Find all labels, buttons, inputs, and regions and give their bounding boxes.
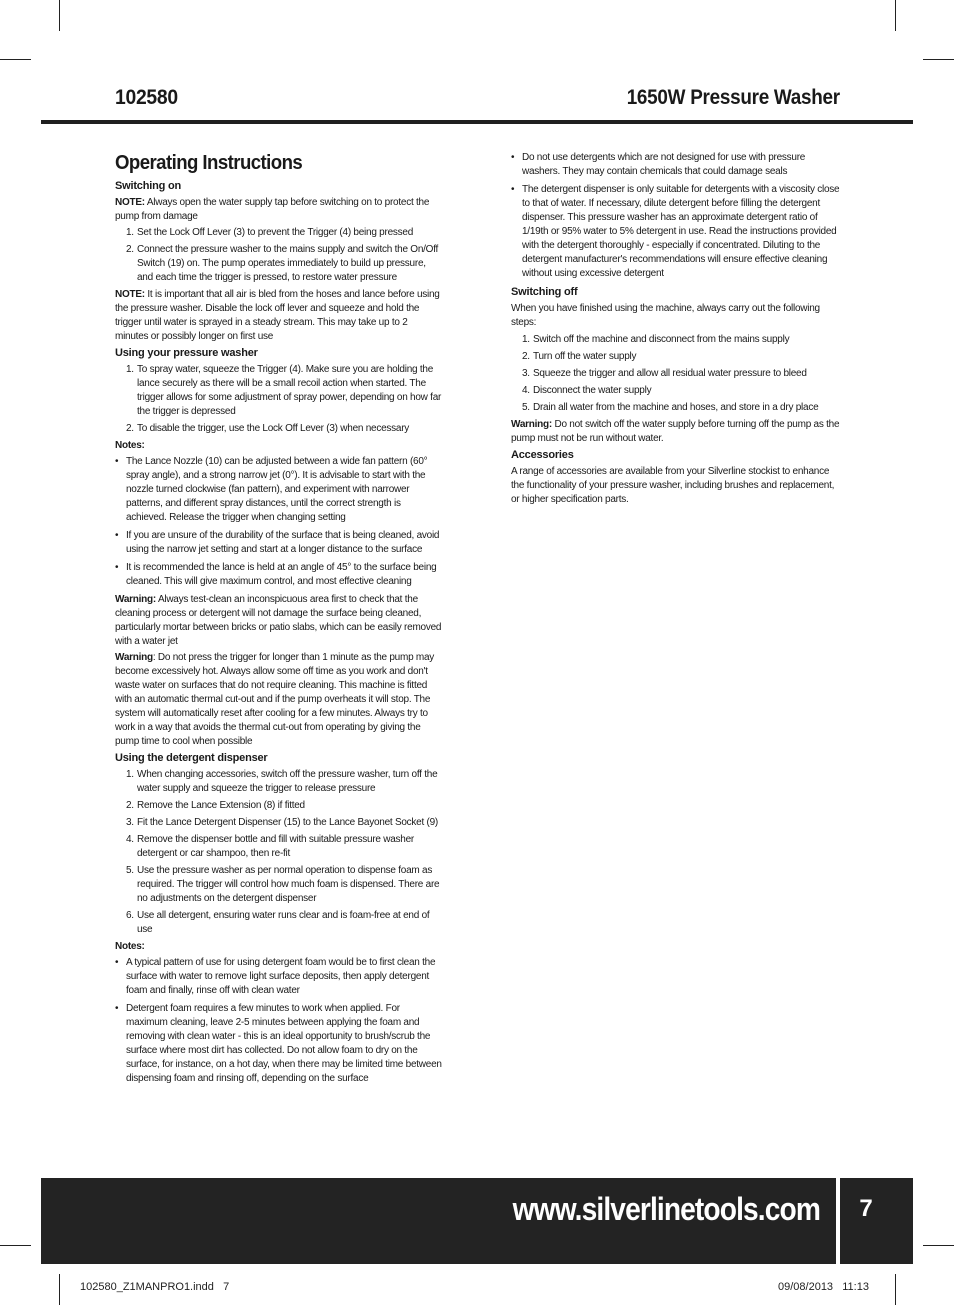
crop-mark [923,59,954,60]
step-number: 1. [126,227,134,238]
list-item [511,401,841,415]
list-item [115,455,443,525]
notes-label: Notes: [115,941,145,952]
list-item [115,226,443,240]
step-text: Remove the Lance Extension (8) if fitted [137,800,305,811]
step-text: To spray water, squeeze the Trigger (4). Make sure you are holding the lance securely as there will be a small recoil action when started. The trigger allows for some adjustment of spray power, depending on how far the trigger is depressed [137,364,442,417]
list-item [511,384,841,398]
bullet-icon: • [115,562,119,573]
note-paragraph [115,288,443,344]
header-rule [41,120,913,124]
list-item [115,529,443,557]
warning-paragraph [511,418,841,446]
list-item [115,1002,443,1086]
warning-text: : Do not press the trigger for longer than 1 minute as the pump may become excessively hot. Always allow some off time as you work and don't waste water on surfaces that do not require cleaning. This machine is fitted with an automatic thermal cut-out and if the pump overheats it will stop. The system will automatically reset after cooling for a few minutes. Always try to work in a way that avoids the thermal cut-out from operating by giving the pump time to cool when possible [115,652,435,747]
step-number: 1. [126,364,134,375]
bullet-text: Detergent foam requires a few minutes to work when applied. For maximum cleaning, leave 2-5 minutes between applying the foam and removing with clean water - this is an ideal opportunity to brush/scrub the surface where most dirt has collected. Do not allow foam to dry on the surface, for instance, on a hot day, when there may be limited time between dispensing foam and rinsing off, depending on the surface [126,1003,442,1084]
step-text: Set the Lock Off Lever (3) to prevent the Trigger (4) being pressed [137,227,413,238]
heading-accessories: Accessories [511,449,574,461]
product-title: 1650W Pressure Washer [626,86,840,109]
crop-mark [923,1245,954,1246]
step-number: 1. [126,769,134,780]
list-item [115,909,443,937]
warning-text: Do not switch off the water supply before turning off the pump as the pump must not be run without water. [511,419,840,444]
heading-using: Using your pressure washer [115,347,258,359]
note-paragraph [115,196,443,224]
bullet-text: A typical pattern of use for using detergent foam would be to first clean the surface with water to remove light surface deposits, then apply detergent foam and finally, rinse off with clean water [126,957,436,996]
step-text: Use all detergent, ensuring water runs clear and is foam-free at end of use [137,910,430,935]
detergent-notes-list [115,956,443,1086]
warning-label: Warning: [115,594,156,605]
list-item [115,956,443,998]
bullet-icon: • [115,1003,119,1014]
list-item [511,333,841,347]
switching-off-steps [511,333,841,415]
step-text: To disable the trigger, use the Lock Off Lever (3) when necessary [137,423,410,434]
step-number: 4. [522,385,530,396]
detergent-notes-continued [511,151,841,281]
list-item [115,768,443,796]
crop-mark [895,0,896,31]
warning-text: Always test-clean an inconspicuous area first to check that the cleaning process or detergent will not damage the surface being cleaned, particularly mortar between bricks or patio slabs, which can be easily removed with a water jet [115,594,442,647]
crop-mark [0,59,31,60]
warning-label: Warning: [511,419,552,430]
bullet-icon: • [511,152,515,163]
crop-mark [59,1274,60,1305]
list-item [115,243,443,285]
step-text: Fit the Lance Detergent Dispenser (15) to the Lance Bayonet Socket (9) [137,817,439,828]
warning-paragraph [115,651,443,749]
slug-filename: 102580_Z1MANPRO1.indd 7 [80,1281,230,1293]
website-url[interactable]: www.silverlinetools.com [512,1191,820,1227]
notes-label: Notes: [115,440,145,451]
accessories-paragraph: A range of accessories are available from your Silverline stockist to enhance the functionality of your pressure washer, including brushes and replacement, or higher specification parts. [511,466,835,505]
list-item [115,561,443,589]
step-text: Turn off the water supply [533,351,637,362]
step-number: 1. [522,334,530,345]
crop-mark [895,1274,896,1305]
step-text: Disconnect the water supply [533,385,652,396]
crop-mark [59,0,60,31]
section-title: Operating Instructions [115,152,303,174]
step-text: Switch off the machine and disconnect from the mains supply [533,334,790,345]
step-number: 2. [522,351,530,362]
list-item [115,833,443,861]
step-number: 2. [126,423,134,434]
step-text: Remove the dispenser bottle and fill with suitable pressure washer detergent or car shampoo, then re-fit [137,834,414,859]
bullet-text: Do not use detergents which are not designed for use with pressure washers. They may contain chemicals that could damage seals [522,152,806,177]
step-number: 5. [522,402,530,413]
step-text: Use the pressure washer as per normal operation to dispense foam as required. The trigger will control how much foam is dispensed. There are no adjustments on the detergent dispenser [137,865,440,904]
list-item [115,864,443,906]
step-text: Drain all water from the machine and hoses, and store in a dry place [533,402,819,413]
list-item [511,183,841,281]
step-text: Squeeze the trigger and allow all residual water pressure to bleed [533,368,807,379]
right-column [511,151,841,509]
list-item [511,151,841,179]
warning-paragraph [115,593,443,649]
bullet-icon: • [115,957,119,968]
step-number: 3. [522,368,530,379]
list-item [115,816,443,830]
note-label: NOTE: [115,289,145,300]
bullet-icon: • [115,530,119,541]
intro-paragraph: When you have finished using the machine, always carry out the following steps: [511,303,820,328]
using-steps [115,363,443,436]
step-number: 5. [126,865,134,876]
model-number: 102580 [115,86,178,109]
bullet-text: The detergent dispenser is only suitable for detergents with a viscosity close to that of water. If necessary, dilute detergent before filling the detergent dispenser. This pressure washer has an approximate detergent ratio of 1/19th or 95% water to 5% detergent in use. Read the instructions provided with the detergent thoroughly - especially if concentrated. Diluting to the detergent manufacturer's recommendations will ensure effective cleaning without using excessive detergent [522,184,840,279]
warning-label: Warning [115,652,153,663]
note-text: It is important that all air is bled from the hoses and lance before using the pressure washer. Disable the lock off lever and squeeze and hold the trigger until water is sprayed in a steady stream. This may take up to 2 minutes or possibly longer on first use [115,289,440,342]
using-notes-list [115,455,443,589]
step-number: 2. [126,244,134,255]
note-label: NOTE: [115,197,145,208]
step-text: Connect the pressure washer to the mains supply and switch the On/Off Switch (19) on. The pump operates immediately to build up pressure, and each time the trigger is pressed, to restore water pressure [137,244,439,283]
note-text: Always open the water supply tap before switching on to protect the pump from damage [115,197,430,222]
step-number: 3. [126,817,134,828]
list-item [115,363,443,419]
bullet-text: If you are unsure of the durability of the surface that is being cleaned, avoid using the narrow jet setting and start at a longer distance to the surface [126,530,440,555]
bullet-icon: • [115,456,119,467]
page-header [115,86,840,116]
list-item [511,367,841,381]
heading-switching-on: Switching on [115,180,182,192]
step-number: 2. [126,800,134,811]
left-column [115,150,443,1090]
list-item [115,422,443,436]
page-number: 7 [859,1195,873,1222]
heading-switching-off: Switching off [511,286,578,298]
slug-datetime: 09/08/2013 11:13 [778,1281,869,1293]
detergent-steps [115,768,443,937]
switching-on-steps [115,226,443,285]
list-item [511,350,841,364]
list-item [115,799,443,813]
heading-detergent: Using the detergent dispenser [115,752,268,764]
step-number: 6. [126,910,134,921]
crop-mark [0,1245,31,1246]
step-text: When changing accessories, switch off the pressure washer, turn off the water supply and squeeze the trigger to release pressure [137,769,438,794]
bullet-text: The Lance Nozzle (10) can be adjusted between a wide fan pattern (60° spray angle), and a strong narrow jet (0°). It is advisable to start with the nozzle turned clockwise (fan pattern), and experiment with narrower patterns, and different spray distances, until the correct strength is achieved. Release the trigger when changing setting [126,456,428,523]
step-number: 4. [126,834,134,845]
bullet-icon: • [511,184,515,195]
bullet-text: It is recommended the lance is held at an angle of 45° to the surface being cleaned. This will give maximum control, and most effective cleaning [126,562,437,587]
